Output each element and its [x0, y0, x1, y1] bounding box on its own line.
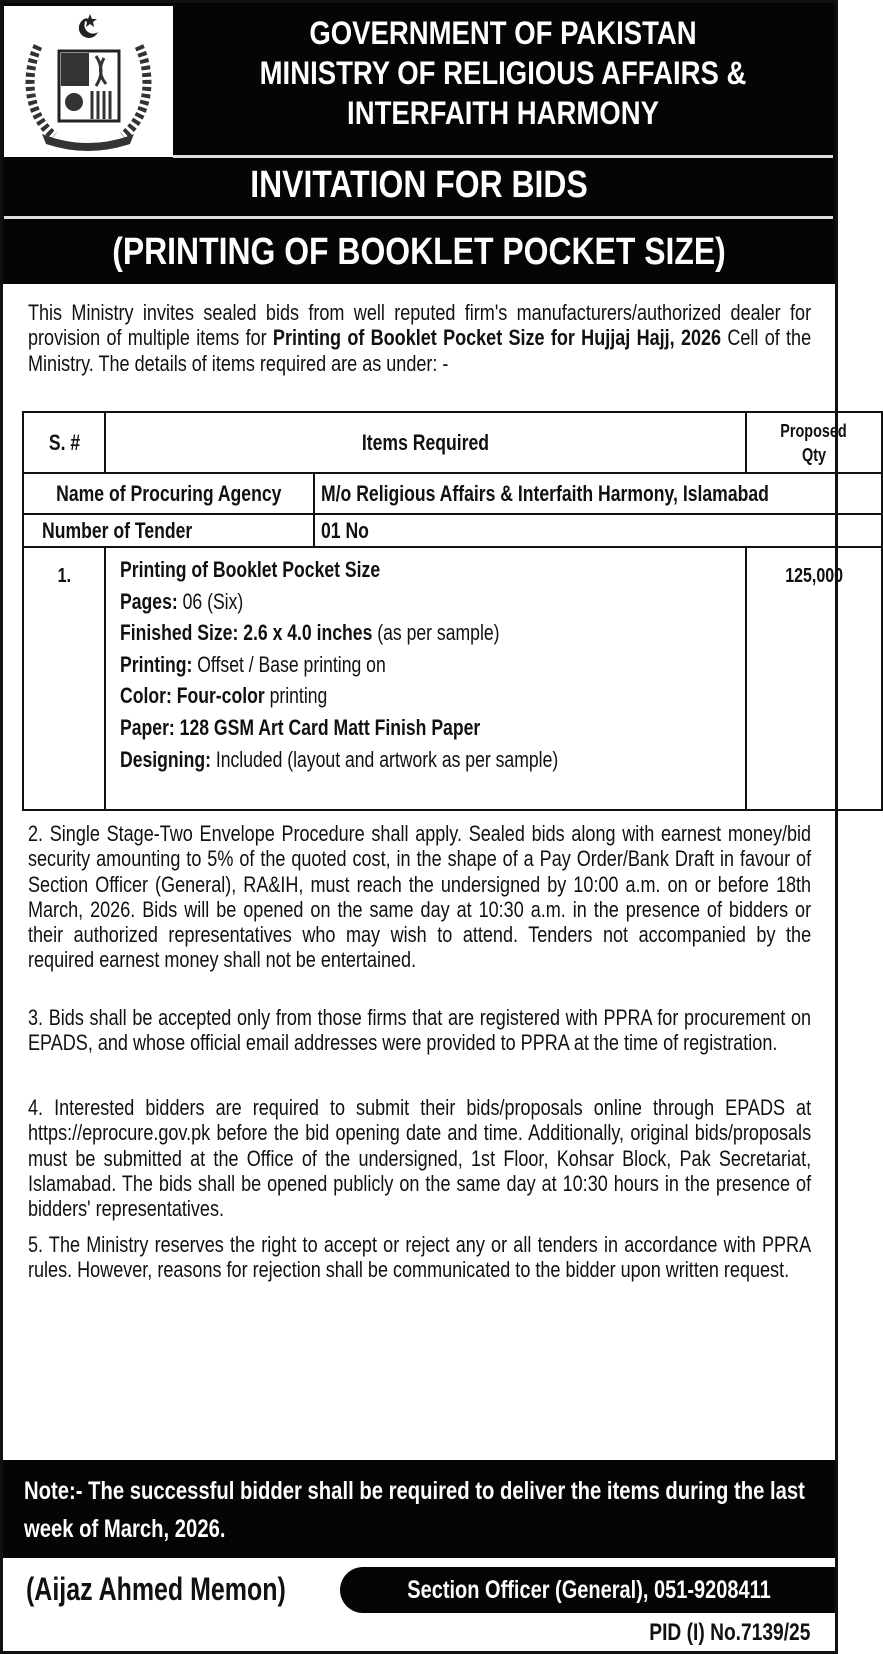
- paragraph-3: 3. Bids shall be accepted only from those firms that are registered with PPRA for procurement on EPADS, and whose official email addresses were provided to PPRA at the time of registration.: [28, 1005, 812, 1056]
- designation-text: Section Officer (General), 051-9208411: [407, 1576, 771, 1604]
- agency-label: Name of Procuring Agency: [23, 473, 314, 514]
- paragraph-2: 2. Single Stage-Two Envelope Procedure shall apply. Sealed bids along with earnest money/bid security amounting to 5% of the quoted cost, in the shape of a Pay Order/Bank Draft in favour of Section Officer (General), RA&IH, must reach the undersigned by 10:00 a.m. on or before 18th March, 2026. Bids will be opened on the same day at 10:30 a.m. in the presence of bidders or their authorized representatives who may wish to attend. Tenders not accompanied by the required earnest money shall not be entertained.: [28, 821, 812, 973]
- intro-text-end: Cell of the Ministry. The details of items required are as under: -: [28, 325, 812, 376]
- paragraph-4: 4. Interested bidders are required to submit their bids/proposals online through EPADS at https://eprocure.gov.pk before the bid opening date and time. Additionally, original bids/proposals must be submitted at the Office of the undersigned, 1st Floor, Kohsar Block, Pak Secretariat, Islamabad. The bids shall be opened publicly on the same day at 10:30 hours in the presence of bidders' representatives.: [28, 1095, 812, 1222]
- notice-subheading: (PRINTING OF BOOKLET POCKET SIZE): [112, 231, 726, 273]
- detail-value: 06 (Six): [178, 588, 244, 614]
- intro-bold-text: Printing of Booklet Pocket Size for Hujjaj Hajj, 2026: [272, 325, 722, 351]
- detail-label: Printing:: [120, 651, 193, 677]
- item-sno: 1.: [23, 547, 105, 810]
- detail-value: Offset / Base printing on: [192, 651, 387, 677]
- item-title: Printing of Booklet Pocket Size: [120, 557, 381, 582]
- pid-number: PID (I) No.7139/25: [648, 1619, 810, 1646]
- note-text: Note:- The successful bidder shall be required to deliver the items during the last week of March, 2026.: [24, 1477, 805, 1543]
- detail-label: Pages:: [120, 588, 179, 614]
- header-line: MINISTRY OF RELIGIOUS AFFAIRS &: [259, 55, 747, 91]
- paragraph-5: 5. The Ministry reserves the right to accept or reject any or all tenders in accordance with PPRA rules. However, reasons for rejection shall be communicated to the bidder upon written request.: [28, 1232, 812, 1283]
- detail-label: Designing:: [120, 746, 212, 772]
- detail-label: Color: Four-color: [120, 683, 266, 709]
- header-qty: Proposed Qty: [746, 412, 882, 473]
- intro-text: This Ministry invites sealed bids from well reputed firm's manufacturers/authorized dealer for provision of multiple items for: [28, 300, 812, 351]
- detail-value: printing: [265, 683, 328, 709]
- detail-value: (as per sample): [372, 620, 500, 646]
- detail-label: Paper: 128 GSM Art Card Matt Finish Paper: [120, 714, 481, 740]
- item-qty: 125,000: [746, 547, 882, 810]
- tender-label: Number of Tender: [23, 514, 314, 547]
- header-line: GOVERNMENT OF PAKISTAN: [309, 15, 697, 51]
- agency-value: M/o Religious Affairs & Interfaith Harmony, Islamabad: [314, 473, 882, 514]
- notice-heading: INVITATION FOR BIDS: [250, 164, 588, 206]
- header-line: INTERFAITH HARMONY: [347, 95, 659, 131]
- tender-value: 01 No: [314, 514, 882, 547]
- signatory-name: (Aijaz Ahmed Memon): [26, 1571, 286, 1607]
- header-sno: S. #: [23, 412, 105, 473]
- detail-value: Included (layout and artwork as per sample): [211, 746, 559, 772]
- detail-label: Finished Size: 2.6 x 4.0 inches: [120, 620, 373, 646]
- header-items: Items Required: [105, 412, 745, 473]
